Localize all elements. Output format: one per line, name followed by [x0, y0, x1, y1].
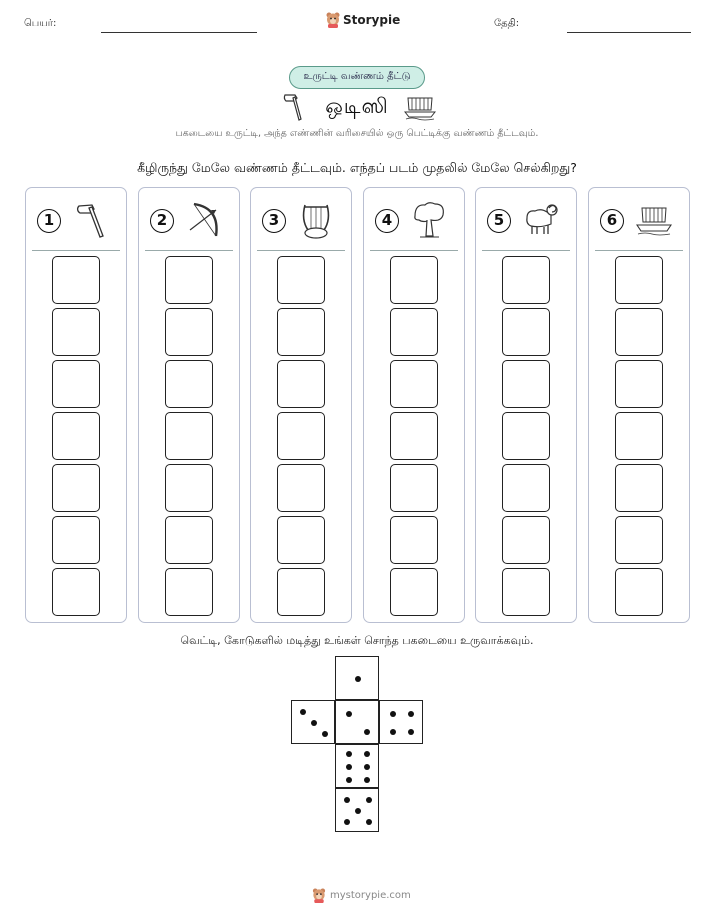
brand-name: Storypie	[343, 13, 401, 27]
column-number: 2	[150, 209, 174, 233]
die-pip	[344, 819, 350, 825]
die-pip	[311, 720, 317, 726]
lyre-icon	[298, 200, 334, 240]
column-divider	[32, 250, 120, 251]
brand-logo	[326, 12, 400, 28]
footer-url: mystorypie.com	[330, 890, 411, 901]
color-box[interactable]	[390, 360, 438, 408]
color-box[interactable]	[502, 412, 550, 460]
die-pip	[364, 777, 370, 783]
color-box[interactable]	[390, 516, 438, 564]
column-6	[588, 187, 690, 623]
color-box[interactable]	[390, 308, 438, 356]
column-5	[475, 187, 577, 623]
die-face	[291, 700, 335, 744]
instruction-text: பகடையை உருட்டி, அந்த எண்ணின் வரிசையில் ஒரு பெட்டிக்கு வண்ணம் தீட்டவும்.	[175, 128, 539, 139]
page-title: ஒடிஸி	[325, 94, 389, 118]
ship-icon	[636, 200, 672, 240]
die-face	[335, 700, 379, 744]
column-number: 3	[262, 209, 286, 233]
color-box[interactable]	[165, 568, 213, 616]
die-pip	[390, 729, 396, 735]
color-box[interactable]	[52, 308, 100, 356]
column-number: 5	[487, 209, 511, 233]
column-2	[138, 187, 240, 623]
die-pip	[364, 729, 370, 735]
die-pip	[408, 729, 414, 735]
color-box[interactable]	[165, 464, 213, 512]
color-box[interactable]	[277, 412, 325, 460]
color-box[interactable]	[52, 256, 100, 304]
column-number: 4	[375, 209, 399, 233]
die-face	[335, 788, 379, 832]
die-pip	[355, 676, 361, 682]
olive-tree-icon	[411, 200, 447, 240]
color-box[interactable]	[277, 464, 325, 512]
column-number: 6	[600, 209, 624, 233]
color-box[interactable]	[390, 568, 438, 616]
column-divider	[482, 250, 570, 251]
name-label: பெயர்:	[24, 18, 57, 29]
activity-badge: உருட்டி வண்ணம் தீட்டு	[289, 66, 425, 89]
color-box[interactable]	[165, 308, 213, 356]
die-pip	[364, 751, 370, 757]
die-pip	[390, 711, 396, 717]
die-pip	[346, 764, 352, 770]
column-divider	[257, 250, 345, 251]
color-box[interactable]	[165, 256, 213, 304]
die-pip	[322, 731, 328, 737]
die-pip	[346, 711, 352, 717]
ship-icon	[404, 94, 436, 122]
color-box[interactable]	[615, 516, 663, 564]
color-box[interactable]	[165, 360, 213, 408]
color-box[interactable]	[52, 360, 100, 408]
die-pip	[346, 777, 352, 783]
die-pip	[366, 797, 372, 803]
die-face	[379, 700, 423, 744]
color-box[interactable]	[502, 256, 550, 304]
color-box[interactable]	[615, 360, 663, 408]
color-box[interactable]	[502, 568, 550, 616]
name-line	[101, 32, 257, 33]
color-box[interactable]	[390, 412, 438, 460]
color-box[interactable]	[165, 412, 213, 460]
date-label: தேதி:	[494, 18, 520, 29]
color-box[interactable]	[390, 256, 438, 304]
bear-icon	[312, 888, 326, 903]
die-pip	[344, 797, 350, 803]
color-box[interactable]	[52, 568, 100, 616]
die-pip	[346, 751, 352, 757]
column-divider	[595, 250, 683, 251]
die-pip	[300, 709, 306, 715]
color-box[interactable]	[277, 360, 325, 408]
bear-icon	[326, 12, 340, 28]
column-divider	[145, 250, 233, 251]
die-face	[335, 656, 379, 700]
ram-icon	[523, 200, 559, 240]
color-box[interactable]	[277, 516, 325, 564]
column-3	[250, 187, 352, 623]
color-box[interactable]	[165, 516, 213, 564]
axe-icon	[73, 200, 109, 240]
die-pip	[355, 808, 361, 814]
color-box[interactable]	[502, 360, 550, 408]
date-line	[567, 32, 691, 33]
color-box[interactable]	[502, 308, 550, 356]
color-box[interactable]	[502, 464, 550, 512]
color-box[interactable]	[615, 308, 663, 356]
color-box[interactable]	[277, 308, 325, 356]
column-1	[25, 187, 127, 623]
column-divider	[370, 250, 458, 251]
question-text: கீழிருந்து மேலே வண்ணம் தீட்டவும். எந்தப் படம் முதலில் மேலே செல்கிறது?	[137, 160, 577, 175]
color-box[interactable]	[277, 256, 325, 304]
color-box[interactable]	[52, 516, 100, 564]
color-box[interactable]	[277, 568, 325, 616]
color-box[interactable]	[390, 464, 438, 512]
die-pip	[364, 764, 370, 770]
color-box[interactable]	[52, 412, 100, 460]
title-row	[0, 92, 714, 124]
footer	[312, 888, 411, 903]
bow-and-arrow-icon	[186, 200, 222, 240]
column-4	[363, 187, 465, 623]
color-box[interactable]	[502, 516, 550, 564]
color-box[interactable]	[615, 568, 663, 616]
color-box[interactable]	[615, 464, 663, 512]
color-box[interactable]	[615, 256, 663, 304]
color-box[interactable]	[615, 412, 663, 460]
die-pip	[408, 711, 414, 717]
color-box[interactable]	[52, 464, 100, 512]
die-pip	[366, 819, 372, 825]
die-face	[335, 744, 379, 788]
cut-instruction-text: வெட்டி, கோடுகளில் மடித்து உங்கள் சொந்த பகடையை உருவாக்கவும்.	[180, 634, 534, 647]
column-number: 1	[37, 209, 61, 233]
